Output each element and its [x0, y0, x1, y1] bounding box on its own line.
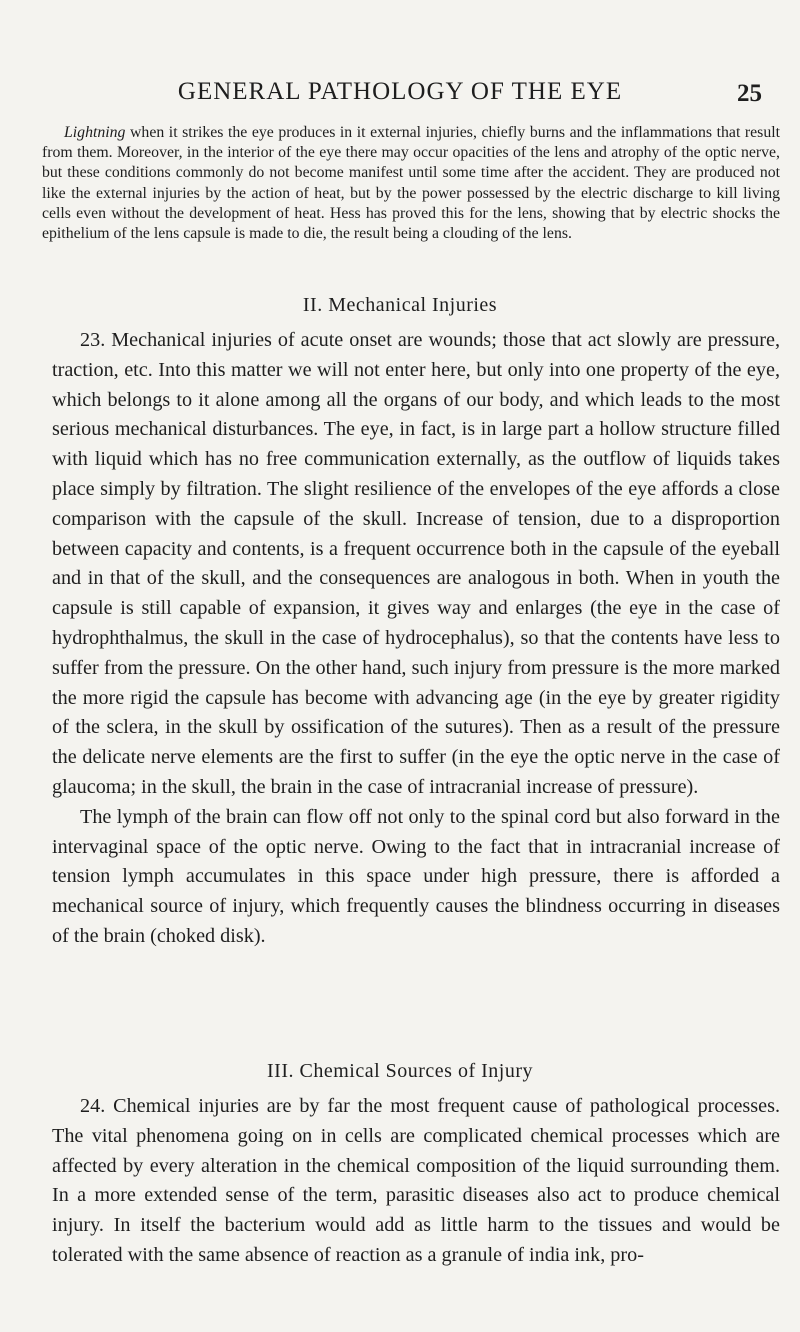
- page-number: 25: [737, 80, 762, 107]
- section-title: Chemical Sources of Injury: [299, 1060, 533, 1082]
- lead-word: Lightning: [64, 124, 126, 141]
- section-heading-chemical: [0, 1060, 800, 1083]
- chemical-body: [52, 1092, 780, 1271]
- running-title: GENERAL PATHOLOGY OF THE EYE: [177, 78, 623, 105]
- intro-paragraph-block: [42, 123, 780, 244]
- section-heading-mechanical: [0, 294, 800, 317]
- paragraph-23: 23. Mechanical injuries of acute onset are wounds; those that act slowly are pressure, traction, etc. Into this matter we will not enter here, but only into one property of the eye, which belongs to it alone among all the organs of our body, and which leads to the most serious mechanical disturbances. The eye, in fact, is in large part a hollow structure filled with liquid which has no free communication externally, as the outflow of liquids takes place simply by filtration. The slight resilience of the envelopes of the eye affords a close comparison with the capsule of the skull. Increase of tension, due to a disproportion between capacity and contents, is a frequent occurrence both in the capsule of the eyeball and in that of the skull, and the consequences are analogous in both. When in youth the capsule is still capable of expansion, it gives way and enlarges (the eye in the case of hydrophthalmus, the skull in the case of hydrocephalus), so that the contents have less to suffer from the pressure. On the other hand, such injury from pressure is the more marked the more rigid the capsule has become with advancing age (in the eye by greater rigidity of the sclera, in the skull by ossification of the sutures). Then as a result of the pressure the delicate nerve elements are the first to suffer (in the eye the optic nerve in the case of glaucoma; in the skull, the brain in the case of intracranial increase of pressure).: [52, 329, 780, 798]
- paragraph-lymph: The lymph of the brain can flow off not only to the spinal cord but also forward in the intervaginal space of the optic nerve. Owing to the fact that in intracranial increase of tension lymph accumulates in this space under high pressure, there is afforded a mechanical source of injury, which frequently causes the blindness occurring in diseases of the brain (choked disk).: [52, 805, 780, 947]
- intro-text: when it strikes the eye produces in it external injuries, chiefly burns and the inflammations that result from them. Moreover, in the interior of the eye there may occur opacities of the lens and atrophy of the optic nerve, but these conditions commonly do not become manifest until some time after the accident. They are produced not like the external injuries by the action of heat, but by the power possessed by the electric discharge to kill living cells even without the development of heat. Hess has proved this for the lens, showing that by electric shocks the epithelium of the lens capsule is made to die, the result being a clouding of the lens.: [42, 124, 780, 243]
- paragraph-24: 24. Chemical injuries are by far the most frequent cause of pathological processes. The vital phenomena going on in cells are complicated chemical processes which are affected by every alteration in the chemical composition of the liquid surrounding them. In a more extended sense of the term, parasitic diseases also act to produce chemical injury. In itself the bacterium would add as little harm to the tissues and would be tolerated with the same absence of reaction as a granule of india ink, pro-: [52, 1095, 780, 1266]
- intro-paragraph: [42, 123, 780, 244]
- section-numeral: II.: [302, 294, 323, 316]
- section-numeral: III.: [267, 1060, 294, 1082]
- mechanical-body: [52, 326, 780, 952]
- section-title: Mechanical Injuries: [328, 294, 498, 316]
